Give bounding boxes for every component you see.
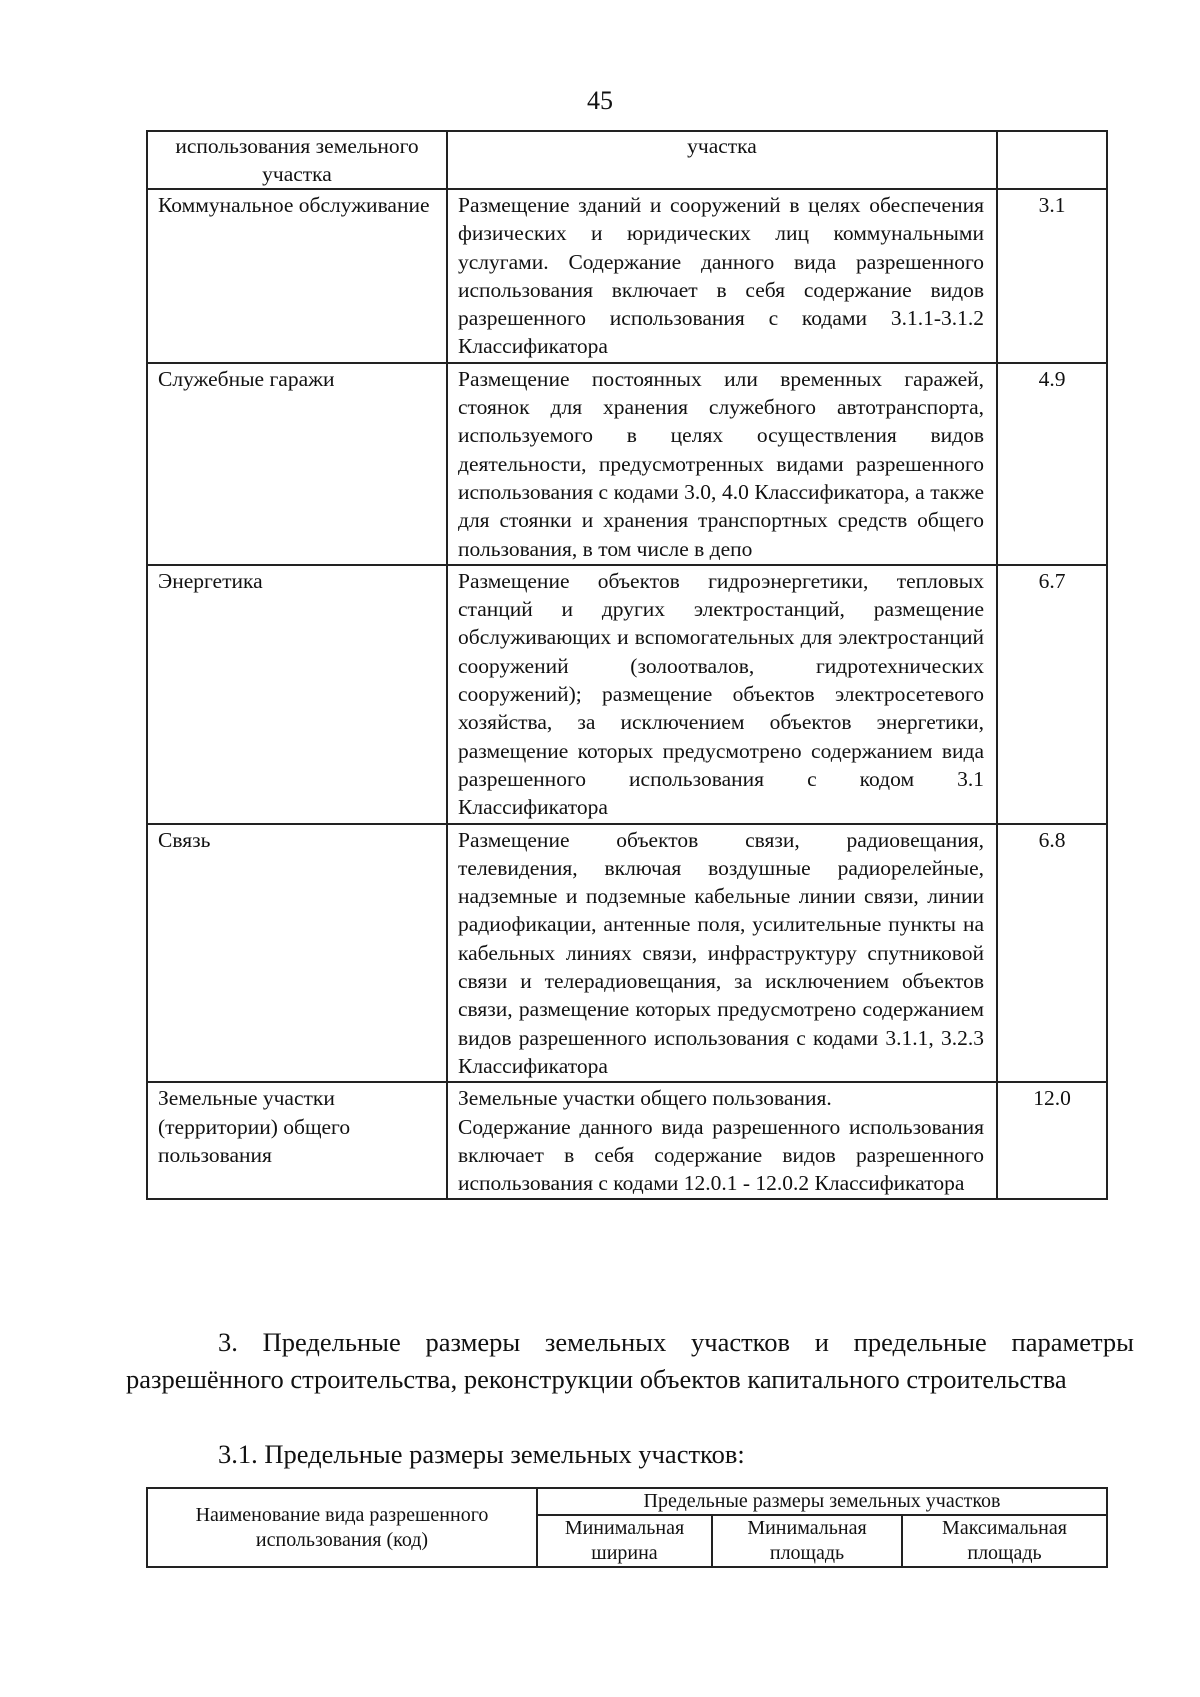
row-use-name: Служебные гаражи	[147, 363, 447, 565]
row-use-name: Энергетика	[147, 565, 447, 824]
header-min-width: Минимальная ширина	[537, 1515, 712, 1567]
row-description: Размещение объектов гидроэнергетики, тепловых станций и других электростанций, размещение обслуживающих и вспомогательных для электростанций сооружений (золоотвалов, гидротехнических сооружений); размещение объектов электросетевого хозяйства, за исключением объектов энергетики, размещение которых предусмотрено содержанием вида разрешенного использования с кодом 3.1 Классификатора	[447, 565, 997, 824]
row-description: Размещение зданий и сооружений в целях обеспечения физических и юридических лиц коммунальными услугами. Содержание данного вида разрешенного использования включает в себя содержание видов разрешенного использования с кодами 3.1.1-3.1.2 Классификатора	[447, 189, 997, 363]
header-max-area: Максимальная площадь	[902, 1515, 1107, 1567]
header-use-name-code: Наименование вида разрешенного использования (код)	[147, 1488, 537, 1567]
section-title: 3. Предельные размеры земельных участков и предельные параметры разрешённого строительства, реконструкции объектов капитального строительства	[126, 1327, 1134, 1394]
table-row	[147, 363, 1107, 565]
land-use-table	[146, 130, 1108, 1200]
table-row	[147, 1082, 1107, 1199]
row-code: 4.9	[997, 363, 1107, 565]
row-code: 6.7	[997, 565, 1107, 824]
table-header-row	[147, 131, 1107, 189]
header-use-type: использования земельного участка	[147, 131, 447, 189]
row-code: 6.8	[997, 824, 1107, 1083]
row-description: Размещение постоянных или временных гаражей, стоянок для хранения служебного автотранспорта, используемого в целях осуществления видов деятельности, предусмотренных видами разрешенного использования с кодами 3.0, 4.0 Классификатора, а также для стоянки и хранения транспортных средств общего пользования, в том числе в депо	[447, 363, 997, 565]
row-description-first-line: Земельные участки общего пользования.	[458, 1086, 832, 1111]
row-description: Размещение объектов связи, радиовещания, телевидения, включая воздушные радиорелейные, надземные и подземные кабельные линии связи, линии радиофикации, антенные поля, усилительные пункты на кабельных линиях связи, инфраструктуру спутниковой связи и телерадиовещания, за исключением объектов связи, размещение которых предусмотрено содержанием видов разрешенного использования с кодами 3.1.1, 3.2.3 Классификатора	[447, 824, 997, 1083]
plot-size-header-row	[147, 1488, 1107, 1515]
row-use-name: Земельные участки (территории) общего пользования	[147, 1082, 447, 1199]
row-use-name: Коммунальное обслуживание	[147, 189, 447, 363]
table-row	[147, 565, 1107, 824]
plot-size-table	[146, 1487, 1108, 1568]
header-code	[997, 131, 1107, 189]
table-row	[147, 824, 1107, 1083]
header-min-area: Минимальная площадь	[712, 1515, 902, 1567]
row-code: 12.0	[997, 1082, 1107, 1199]
table-row	[147, 189, 1107, 363]
header-description: участка	[447, 131, 997, 189]
header-plot-size-group: Предельные размеры земельных участков	[537, 1488, 1107, 1515]
page-number: 45	[587, 86, 613, 115]
row-description-rest: Содержание данного вида разрешенного использования включает в себя содержание видов разрешенного использования с кодами 12.0.1 - 12.0.2 Классификатора	[458, 1114, 984, 1196]
row-description	[447, 1082, 997, 1199]
subsection-title: 3.1. Предельные размеры земельных участков:	[218, 1439, 745, 1469]
row-use-name: Связь	[147, 824, 447, 1083]
row-code: 3.1	[997, 189, 1107, 363]
